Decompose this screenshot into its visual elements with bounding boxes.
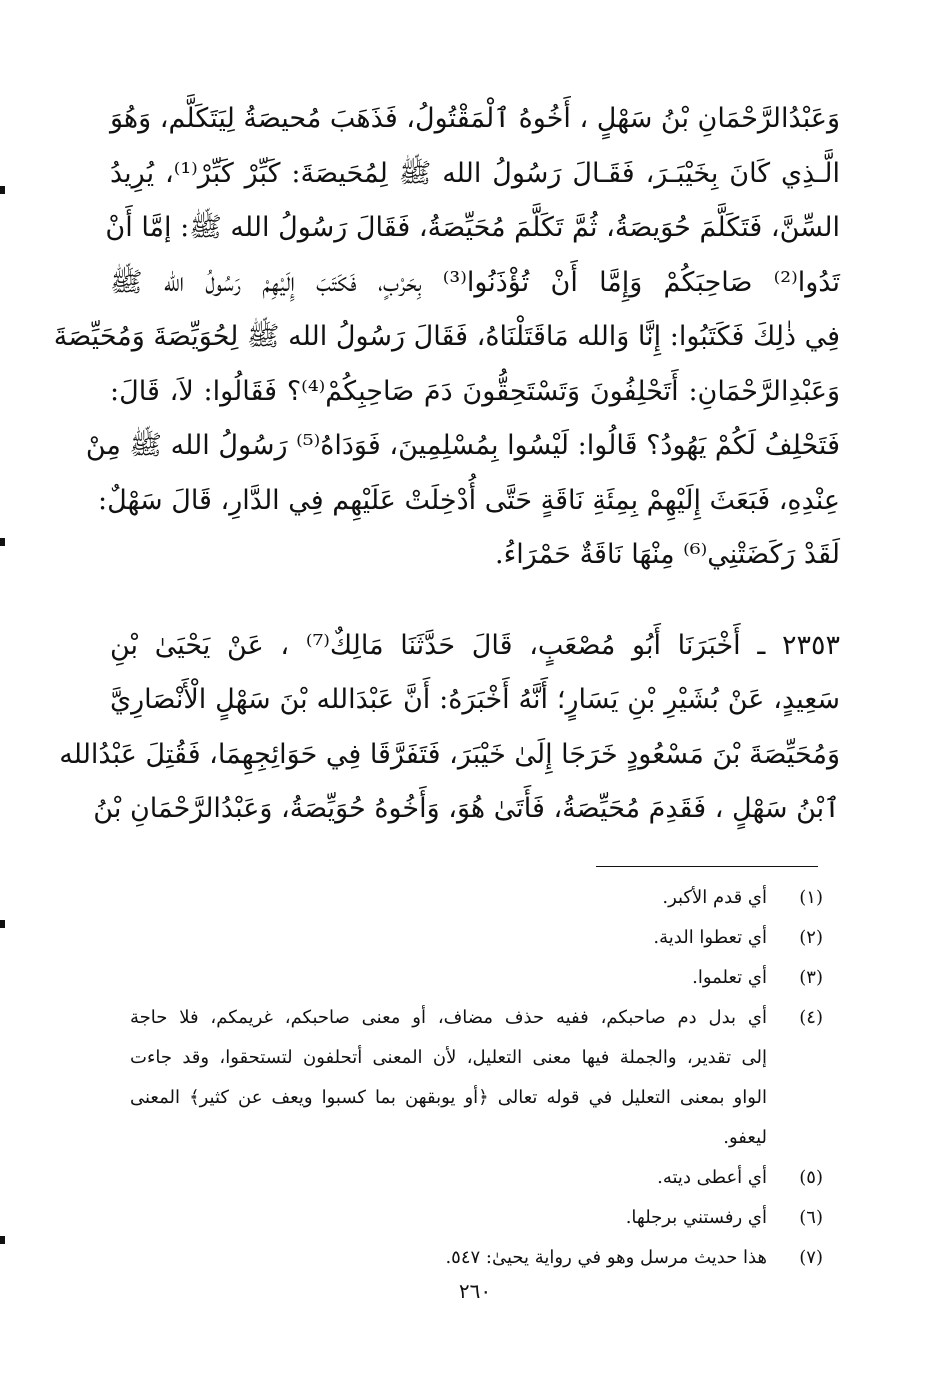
paragraph-2 bbox=[59, 619, 840, 837]
footnote-7 bbox=[130, 1238, 823, 1278]
scan-mark bbox=[0, 538, 5, 546]
footnote-1 bbox=[130, 878, 823, 918]
footnote-3 bbox=[130, 958, 823, 998]
footnote-number: (٤) bbox=[799, 1007, 823, 1028]
footnote-text: إلى تقدير، والجملة فيها معنى التعليل، لأن المعنى أتحلفون لتستحقوا، وقد جاءت bbox=[130, 1047, 767, 1068]
footnote-text: هذا حديث مرسل وهو في رواية يحيىٰ: ٥٤٧. bbox=[445, 1247, 767, 1268]
footnote-number: (٢) bbox=[799, 927, 823, 948]
footnote-number: (٧) bbox=[799, 1247, 823, 1268]
footnote-number: (٥) bbox=[799, 1167, 823, 1188]
text-line: ٱبْنُ سَهْلٍ ، فَقَدِمَ مُحَيِّصَةُ، فَأَتَىٰ هُوَ، وَأَخُوهُ حُوَيِّصَةُ، وَعَبْدُالرَّحْمَانِ بْنُ bbox=[93, 793, 840, 824]
scan-mark bbox=[0, 1236, 5, 1244]
text-line: فِي ذٰلِكَ فَكَتَبُوا: إِنَّا وَالله مَاقَتَلْنَاهُ، فَقَالَ رَسُولُ الله ﷺ لِحُوَيِّصَةَ وَمُحَيِّصَةَ bbox=[53, 321, 840, 352]
footnotes bbox=[130, 878, 823, 1278]
text-line: لَقَدْ رَكَضَتْنِي⁽⁶⁾ مِنْهَا نَاقَةٌ حَمْرَاءُ. bbox=[495, 539, 840, 570]
footnote-text: أي تعلموا. bbox=[692, 967, 767, 988]
footnote-4 bbox=[130, 998, 823, 1158]
text-line: وَمُحَيِّصَةَ بْنَ مَسْعُودٍ خَرَجَا إِلَىٰ خَيْبَرَ، فَتَفَرَّقَا فِي حَوَائِجِهِمَا، فَقُتِلَ عَبْدُالله bbox=[59, 738, 840, 770]
footnote-number: (٣) bbox=[799, 967, 823, 988]
text-line: السِّنَّ، فَتَكَلَّمَ حُوَيصَةُ، ثُمَّ تَكَلَّمَ مُحَيِّصَةُ، فَقَالَ رَسُولُ الله ﷺ: إمَّا أَنْ bbox=[105, 212, 840, 243]
footnote-2 bbox=[130, 918, 823, 958]
footnote-text: ليعفو. bbox=[723, 1127, 767, 1148]
text-line: ٢٣٥٣ ـ أَخْبَرَنَا أَبُو مُصْعَبٍ، قَالَ حَدَّثَنَا مَالِكٌ⁽⁷⁾ ، عَنْ يَحْيَىٰ بْنِ bbox=[110, 629, 840, 661]
text-line: تَدُوا⁽²⁾ صَاحِبَكُمْ وَإِمَّا أَنْ تُؤْذَنُوا⁽³⁾ بِحَرْبٍ، فَكَتَبَ إِلَيْهِمْ رَسُولُ الله ﷺ bbox=[110, 266, 840, 298]
footnote-text: أي أعطى ديته. bbox=[657, 1167, 767, 1188]
scan-mark bbox=[0, 920, 5, 928]
text-line: وَعَبْدُالرَّحْمَانِ بْنُ سَهْلٍ ، أَخُوهُ ٱلْمَقْتُولُ، فَذَهَبَ مُحيصَةُ لِيَتَكَلَّم، وَهُوَ bbox=[109, 103, 840, 134]
text-line: وَعَبْدِالرَّحْمَانِ: أَتَحْلِفُونَ وَتَسْتَحِقُّونَ دَمَ صَاحِبِكُمْ⁽⁴⁾؟ فَقَالُوا: لاَ، قَالَ: bbox=[110, 375, 840, 407]
footnote-text: الواو بمعنى التعليل في قوله تعالى ﴿أو يوبقهن بما كسبوا ويعف عن كثير﴾ المعنى bbox=[130, 1087, 767, 1108]
footnote-text: أي بدل دم صاحبكم، ففيه حذف مضاف، أو معنى صاحبكم، غريمكم، فلا حاجة bbox=[130, 1007, 767, 1028]
paragraph-gap bbox=[110, 583, 840, 619]
page-number: ٢٦٠ bbox=[458, 1279, 492, 1303]
footnote-separator bbox=[596, 866, 818, 867]
footnote-number: (١) bbox=[799, 887, 823, 908]
text-line: الَّـذِي كَانَ بِخَيْبَـرَ، فَقَـالَ رَسُولُ الله ﷺ لِمُحَيصَةَ: كَبِّرْ كَبِّرْ⁽¹⁾، يُرِيدُ bbox=[110, 157, 840, 189]
scan-mark bbox=[0, 186, 5, 194]
footnote-number: (٦) bbox=[799, 1207, 823, 1228]
footnote-5 bbox=[130, 1158, 823, 1198]
footnote-text: أي تعطوا الدية. bbox=[653, 927, 767, 948]
footnote-text: أي قدم الأكبر. bbox=[662, 887, 767, 908]
text-line: عِنْدِهِ، فَبَعَثَ إِلَيْهِمْ بِمِئَةِ نَاقَةٍ حَتَّى أُدْخِلَتْ عَلَيْهِم فِي الدَّارِ، قَالَ سَهْلٌ: bbox=[98, 484, 840, 516]
text-line: سَعِيدٍ، عَنْ بُشَيْرِ بْنِ يَسَارٍ؛ أَنَّهُ أَخْبَرَهُ: أَنَّ عَبْدَالله بْنَ سَهْلٍ الْأَنْصَارِيَّ bbox=[110, 684, 840, 715]
footnote-6 bbox=[130, 1198, 823, 1238]
paragraph-1 bbox=[53, 92, 840, 583]
main-text bbox=[53, 92, 840, 837]
text-line: فَتَحْلِفُ لَكُمْ يَهُودُ؟ قَالُوا: لَيْسُوا بِمُسْلِمِينَ، فَوَدَاهُ⁽⁵⁾ رَسُولُ الله ﷺ مِنْ bbox=[85, 430, 840, 461]
footnote-text: أي رفستني برجلها. bbox=[625, 1207, 767, 1228]
